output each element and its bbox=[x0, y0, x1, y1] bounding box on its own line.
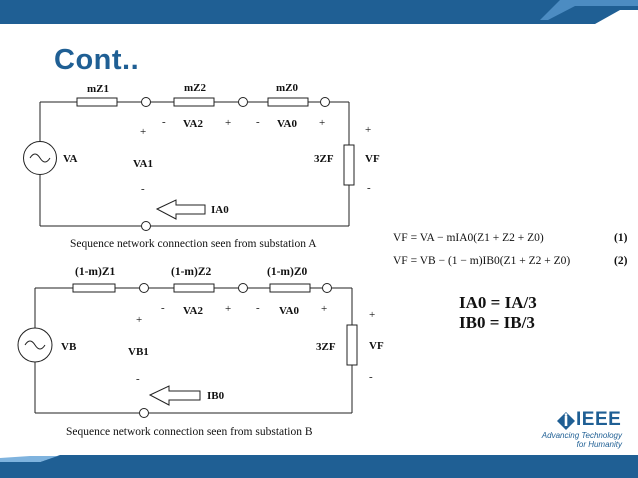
caption-circuit-a: Sequence network connection seen from substation A bbox=[70, 238, 317, 250]
impedance-box bbox=[73, 284, 115, 292]
minus-sign: - bbox=[161, 302, 165, 314]
impedance-box bbox=[77, 98, 117, 106]
impedance-label-z0: mZ0 bbox=[276, 82, 298, 94]
terminal-node bbox=[321, 98, 330, 107]
terminal-node bbox=[142, 98, 151, 107]
terminal-node bbox=[239, 98, 248, 107]
fault-impedance-box bbox=[344, 145, 354, 185]
relation-ib0: IB0 = IB/3 bbox=[459, 313, 535, 332]
fault-impedance-label: 3ZF bbox=[314, 153, 334, 165]
impedance-box bbox=[174, 284, 214, 292]
current-arrow bbox=[157, 200, 205, 219]
impedance-label-z1: mZ1 bbox=[87, 83, 109, 95]
plus-sign: + bbox=[369, 309, 376, 321]
minus-sign: - bbox=[369, 371, 373, 383]
ieee-tagline-line1: Advancing Technology bbox=[541, 431, 622, 440]
terminal-node bbox=[323, 284, 332, 293]
ieee-tagline-line2: for Humanity bbox=[576, 440, 622, 449]
terminal-node bbox=[140, 284, 149, 293]
equation-2-number: (2) bbox=[614, 255, 628, 267]
terminal-node bbox=[142, 222, 151, 231]
plus-sign: + bbox=[140, 126, 147, 138]
impedance-box bbox=[268, 98, 308, 106]
ieee-logo-text: IEEE bbox=[576, 409, 622, 430]
minus-sign: - bbox=[367, 182, 371, 194]
voltage-label-vb2: VA2 bbox=[183, 305, 203, 317]
plus-sign: + bbox=[225, 303, 232, 315]
ieee-diamond-logo bbox=[557, 412, 575, 430]
minus-sign: - bbox=[256, 116, 260, 128]
impedance-label-z0: (1-m)Z0 bbox=[267, 266, 308, 278]
voltage-label-va0: VA0 bbox=[277, 118, 297, 130]
minus-sign: - bbox=[136, 373, 140, 385]
impedance-label-z2: mZ2 bbox=[184, 82, 206, 94]
top-banner bbox=[0, 0, 638, 24]
plus-sign: + bbox=[319, 117, 326, 129]
fault-impedance-label: 3ZF bbox=[316, 341, 336, 353]
bottom-banner bbox=[0, 455, 638, 478]
ieee-tagline bbox=[530, 431, 622, 449]
voltage-label-va2: VA2 bbox=[183, 118, 203, 130]
minus-sign: - bbox=[256, 302, 260, 314]
slide-title: Cont.. bbox=[54, 44, 140, 76]
impedance-label-z1: (1-m)Z1 bbox=[75, 266, 116, 278]
source-label-va: VA bbox=[63, 153, 78, 165]
current-label-ib0: IB0 bbox=[207, 390, 225, 402]
fault-impedance-box bbox=[347, 325, 357, 365]
current-label-ia0: IA0 bbox=[211, 204, 229, 216]
equation-1-number: (1) bbox=[614, 232, 628, 244]
voltage-label-vb0: VA0 bbox=[279, 305, 299, 317]
current-arrow bbox=[150, 386, 200, 405]
caption-circuit-b: Sequence network connection seen from substation B bbox=[66, 426, 313, 438]
plus-sign: + bbox=[136, 314, 143, 326]
plus-sign: + bbox=[225, 117, 232, 129]
terminal-node bbox=[239, 284, 248, 293]
voltage-label-vb1: VB1 bbox=[128, 346, 149, 358]
impedance-label-z2: (1-m)Z2 bbox=[171, 266, 212, 278]
minus-sign: - bbox=[141, 183, 145, 195]
impedance-box bbox=[174, 98, 214, 106]
voltage-label-va1: VA1 bbox=[133, 158, 153, 170]
fault-voltage-label: VF bbox=[369, 340, 384, 352]
plus-sign: + bbox=[321, 303, 328, 315]
relation-ia0: IA0 = IA/3 bbox=[459, 293, 537, 312]
minus-sign: - bbox=[162, 116, 166, 128]
plus-sign: + bbox=[365, 124, 372, 136]
equation-1: VF = VA − mIA0(Z1 + Z2 + Z0) bbox=[393, 232, 544, 244]
impedance-box bbox=[270, 284, 310, 292]
terminal-node bbox=[140, 409, 149, 418]
fault-voltage-label: VF bbox=[365, 153, 380, 165]
source-label-vb: VB bbox=[61, 341, 77, 353]
equation-2: VF = VB − (1 − m)IB0(Z1 + Z2 + Z0) bbox=[393, 255, 571, 267]
